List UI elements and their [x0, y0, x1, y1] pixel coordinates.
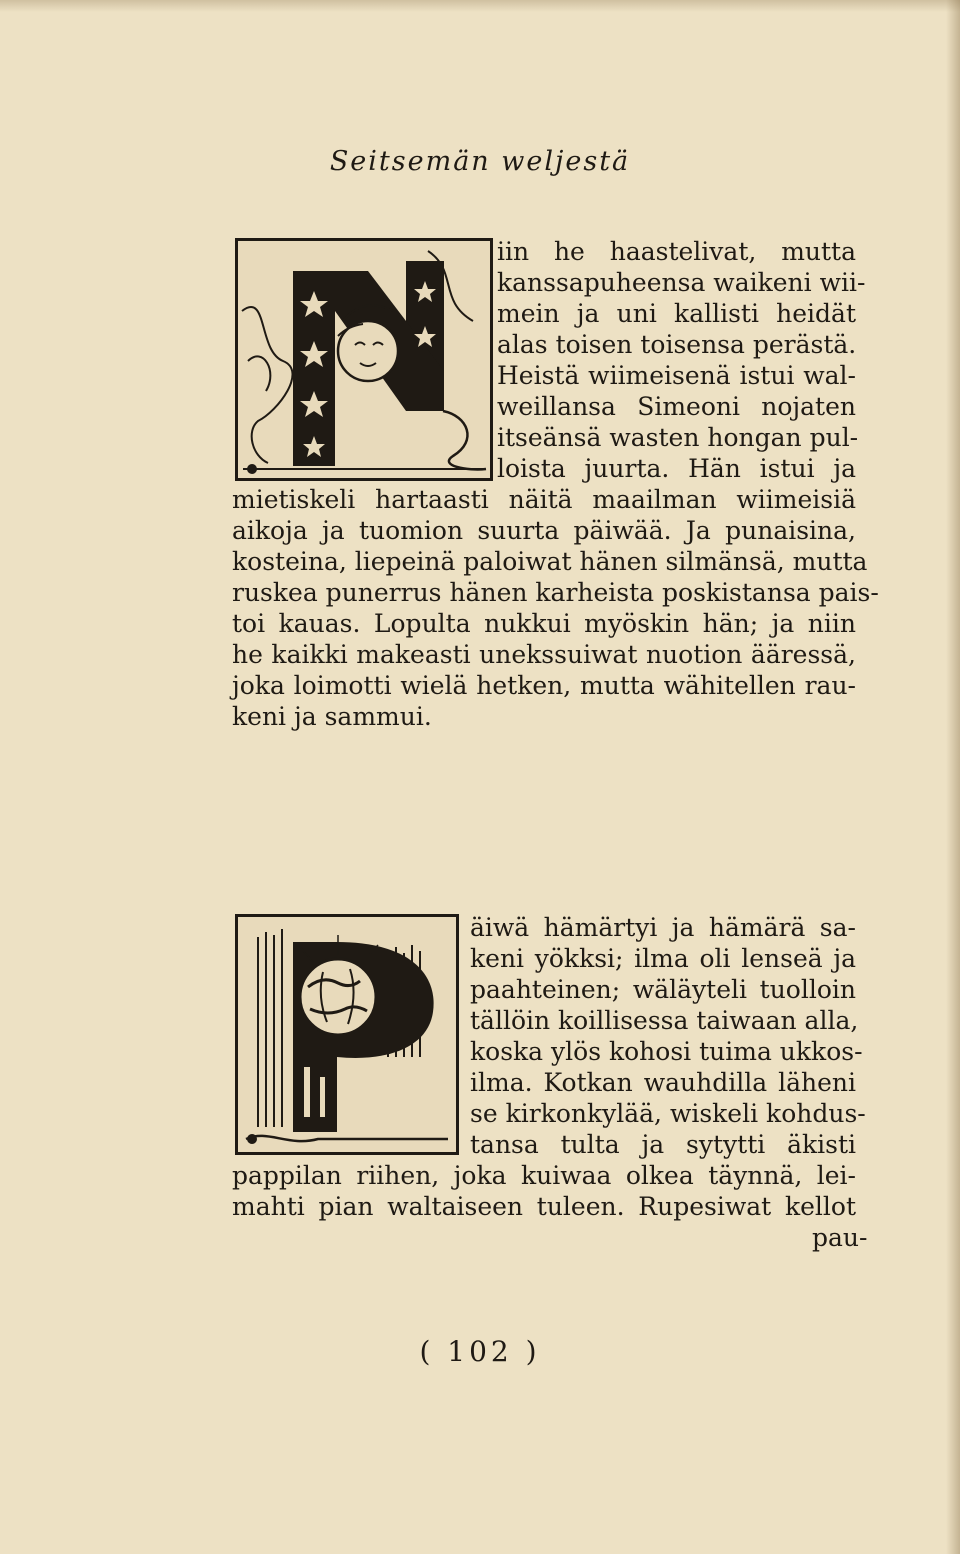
paragraph2-line-7: se kirkonkylää, wiskeli kohdus- — [470, 1099, 866, 1128]
paragraph2-line-4: tällöin koillisessa taiwaan alla, — [470, 1006, 859, 1035]
paragraph1-line-12: ruskea punerrus hänen karheista poskistansa pais- — [232, 578, 879, 607]
paragraph1-line-16: keni ja sammui. — [232, 702, 432, 731]
paragraph1-line-15: joka loimotti wielä hetken, mutta wähitellen rau- — [232, 671, 856, 700]
paragraph2-line-8: tansa tulta ja sytytti äkisti — [470, 1130, 856, 1159]
paragraph2-line-11: pau- — [812, 1223, 868, 1252]
paragraph1-line-13: toi kauas. Lopulta nukkui myöskin hän; ja niin — [232, 609, 856, 638]
paragraph1-line-5: Heistä wiimeisenä istui wal- — [497, 361, 856, 390]
paragraph1-line-14: he kaikki makeasti unekssuiwat nuotion ääressä, — [232, 640, 856, 669]
paragraph1-line-3: mein ja uni kallisti heidät — [497, 299, 856, 328]
paragraph1-line-4: alas toisen toisensa perästä. — [497, 330, 857, 359]
paragraph1-line-11: kosteina, liepeinä paloiwat hänen silmänsä, mutta — [232, 547, 868, 576]
initial-n-artwork — [238, 241, 490, 478]
paragraph2-line-3: paahteinen; wäläyteli tuolloin — [470, 975, 856, 1004]
paragraph2-line-5: koska ylös kohosi tuima ukkos- — [470, 1037, 863, 1066]
paragraph2-line-6: ilma. Kotkan wauhdilla läheni — [470, 1068, 856, 1097]
paragraph2-line-2: keni yökksi; ilma oli lenseä ja — [470, 944, 856, 973]
ornamental-initial-p-icon — [235, 914, 459, 1155]
paragraph1-line-10: aikoja ja tuomion suurta päiwää. Ja punaisina, — [232, 516, 856, 545]
paragraph2-line-10: mahti pian waltaiseen tuleen. Rupesiwat kellot — [232, 1192, 856, 1221]
paragraph2-line-9: pappilan riihen, joka kuiwaa olkea täynnä, lei- — [232, 1161, 856, 1190]
paragraph1-line-2: kanssapuheensa waikeni wii- — [497, 268, 866, 297]
paragraph2-line-1: äiwä hämärtyi ja hämärä sa- — [470, 913, 856, 942]
running-head: Seitsemän weljestä — [329, 146, 631, 177]
paragraph1-line-8: loista juurta. Hän istui ja — [497, 454, 856, 483]
page-edge-top — [0, 0, 960, 12]
ornamental-initial-n-icon — [235, 238, 493, 481]
initial-p-artwork — [238, 917, 456, 1152]
paragraph1-line-6: weillansa Simeoni nojaten — [497, 392, 856, 421]
paragraph1-line-7: itseänsä wasten hongan pul- — [497, 423, 859, 452]
page-edge-right — [946, 0, 960, 1554]
paragraph1-line-1: iin he haastelivat, mutta — [497, 237, 856, 266]
page-number: ( 102 ) — [419, 1335, 541, 1368]
paragraph1-line-9: mietiskeli hartaasti näitä maailman wiimeisiä — [232, 485, 856, 514]
